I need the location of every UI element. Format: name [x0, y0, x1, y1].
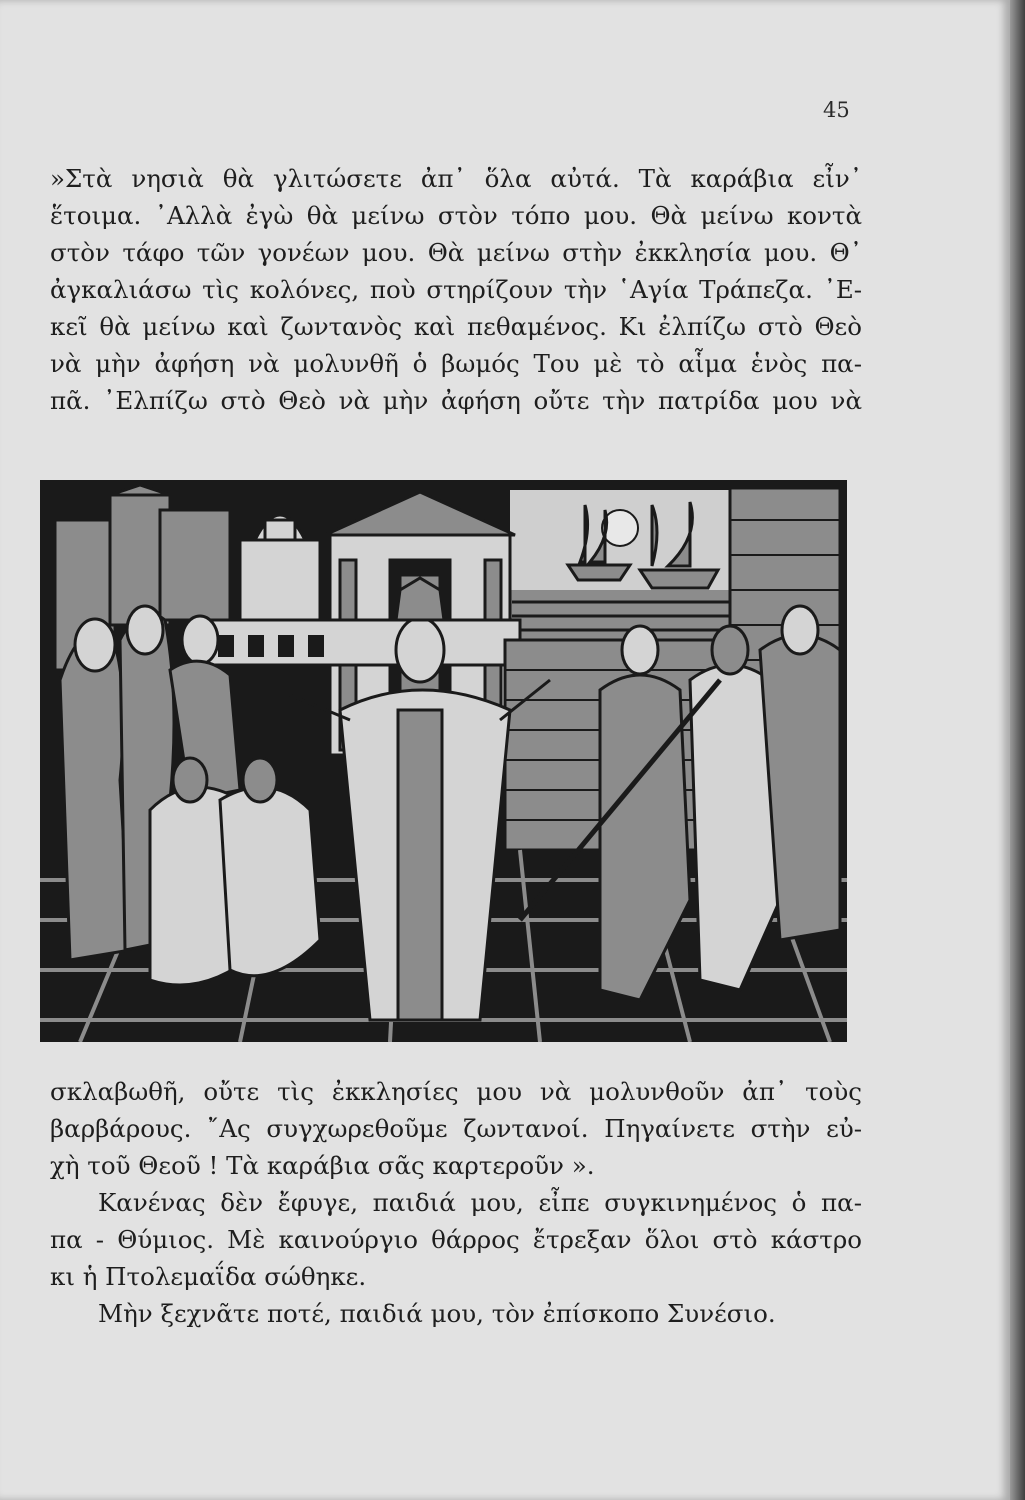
text-line: κι ἡ Πτολεμαΐδα σώθηκε.: [50, 1262, 367, 1291]
text-line: ἕτοιμα. ᾽Αλλὰ ἐγὼ θὰ μείνω στὸν τόπο μου. Θὰ μείνω κοντὰ: [50, 201, 862, 230]
text-line: Κανένας δὲν ἔφυγε, παιδιά μου, εἶπε συγκινημένος ὁ πα-: [98, 1188, 862, 1217]
text-line: Μὴν ξεχνᾶτε ποτέ, παιδιά μου, τὸν ἐπίσκοπο Συνέσιο.: [98, 1299, 776, 1328]
woodcut-illustration: [40, 480, 847, 1042]
text-line: βαρβάρους. ῎Ας συγχωρεθοῦμε ζωντανοί. Πηγαίνετε στὴν εὐ-: [50, 1114, 862, 1143]
page-edge-shadow: [1010, 0, 1025, 1500]
top-paragraph: [50, 160, 862, 419]
text-line: ἀγκαλιάσω τὶς κολόνες, ποὺ στηρίζουν τὴν ῾Αγία Τράπεζα. ᾽Ε-: [50, 275, 862, 304]
text-line: νὰ μὴν ἀφήση νὰ μολυνθῆ ὁ βωμός Του μὲ τὸ αἷμα ἑνὸς πα-: [50, 349, 862, 378]
text-line: »Στὰ νησιὰ θὰ γλιτώσετε ἀπ᾽ ὅλα αὐτά. Τὰ καράβια εἶν᾽: [50, 164, 862, 193]
text-line: πα - Θύμιος. Μὲ καινούργιο θάρρος ἔτρεξαν ὅλοι στὸ κάστρο: [50, 1225, 862, 1254]
text-line: σκλαβωθῆ, οὔτε τὶς ἐκκλησίες μου νὰ μολυνθοῦν ἀπ᾽ τοὺς: [50, 1077, 862, 1106]
text-line: στὸν τάφο τῶν γονέων μου. Θὰ μείνω στὴν ἐκκλησία μου. Θ᾽: [50, 238, 862, 267]
text-line: κεῖ θὰ μείνω καὶ ζωντανὸς καὶ πεθαμένος. Κι ἐλπίζω στὸ Θεὸ: [50, 312, 862, 341]
text-line: χὴ τοῦ Θεοῦ ! Τὰ καράβια σᾶς καρτεροῦν ».: [50, 1151, 595, 1180]
text-line: πᾶ. ᾽Ελπίζω στὸ Θεὸ νὰ μὴν ἀφήση οὔτε τὴν πατρίδα μου νὰ: [50, 386, 862, 415]
page-number: 45: [823, 98, 850, 122]
bottom-paragraph: [50, 1073, 862, 1332]
